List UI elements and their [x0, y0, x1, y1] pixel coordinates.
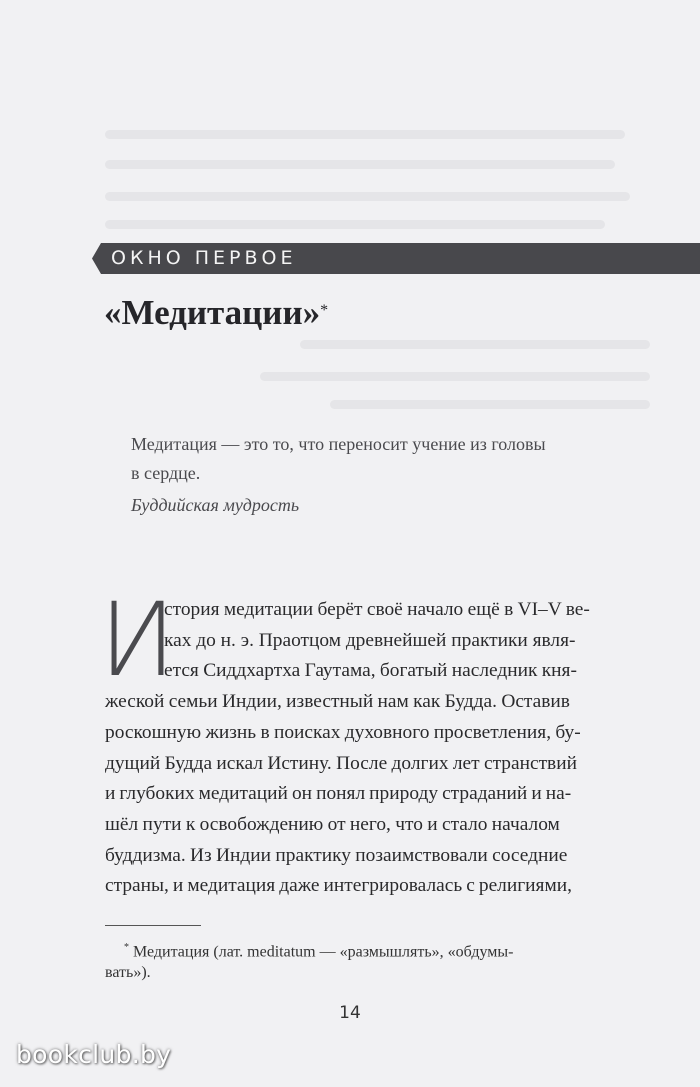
drop-cap: И: [99, 581, 176, 700]
body-line: шёл пути к освобождению от него, что и стало началом: [105, 814, 560, 835]
footnote-text: Медитация (лат. meditatum — «размышлять», «обдумы-: [133, 943, 514, 961]
body-line: дущий Будда искал Истину. После долгих лет странствий: [105, 753, 577, 774]
epigraph-source: Буддийская мудрость: [131, 495, 300, 515]
body-line: стория медитации берёт своё начало ещё в VI–V ве-: [164, 599, 590, 620]
show-through-line: [300, 340, 650, 349]
watermark: bookclub.by: [16, 1040, 172, 1069]
body-line: ках до н. э. Праотцом древнейшей практики явля-: [164, 630, 576, 651]
epigraph-line: в сердце.: [131, 463, 201, 483]
epigraph: [131, 430, 651, 488]
chapter-title: [104, 291, 328, 335]
show-through-line: [105, 220, 605, 229]
show-through-line: [105, 160, 615, 169]
show-through-line: [330, 400, 650, 409]
body-line: жеской семьи Индии, известный нам как Будда. Оставив: [105, 691, 570, 712]
page-number: 14: [339, 1003, 361, 1023]
footnote-marker: *: [320, 302, 329, 319]
show-through-line: [105, 130, 625, 139]
show-through-line: [105, 192, 630, 201]
footnote-marker: *: [124, 942, 129, 953]
body-line: и глубоких медитаций он понял природу страданий и на-: [105, 783, 572, 804]
epigraph-line: Медитация — это то, что переносит учение из головы: [131, 434, 546, 454]
chapter-title-text: «Медитации»: [104, 293, 321, 332]
footnote-line: вать»).: [105, 964, 151, 981]
body-line: буддизма. Из Индии практику позаимствовали соседние: [105, 845, 568, 866]
body-line: роскошную жизнь в поисках духовного просветления, бу-: [105, 722, 581, 743]
section-label: ОКНО ПЕРВОЕ: [111, 247, 297, 269]
body-line: ется Сиддхартха Гаутама, богатый наследник кня-: [164, 660, 577, 681]
show-through-line: [260, 372, 650, 381]
body-line: страны, и медитация даже интегрировалась с религиями,: [105, 875, 572, 896]
footnote-rule: [105, 925, 201, 926]
